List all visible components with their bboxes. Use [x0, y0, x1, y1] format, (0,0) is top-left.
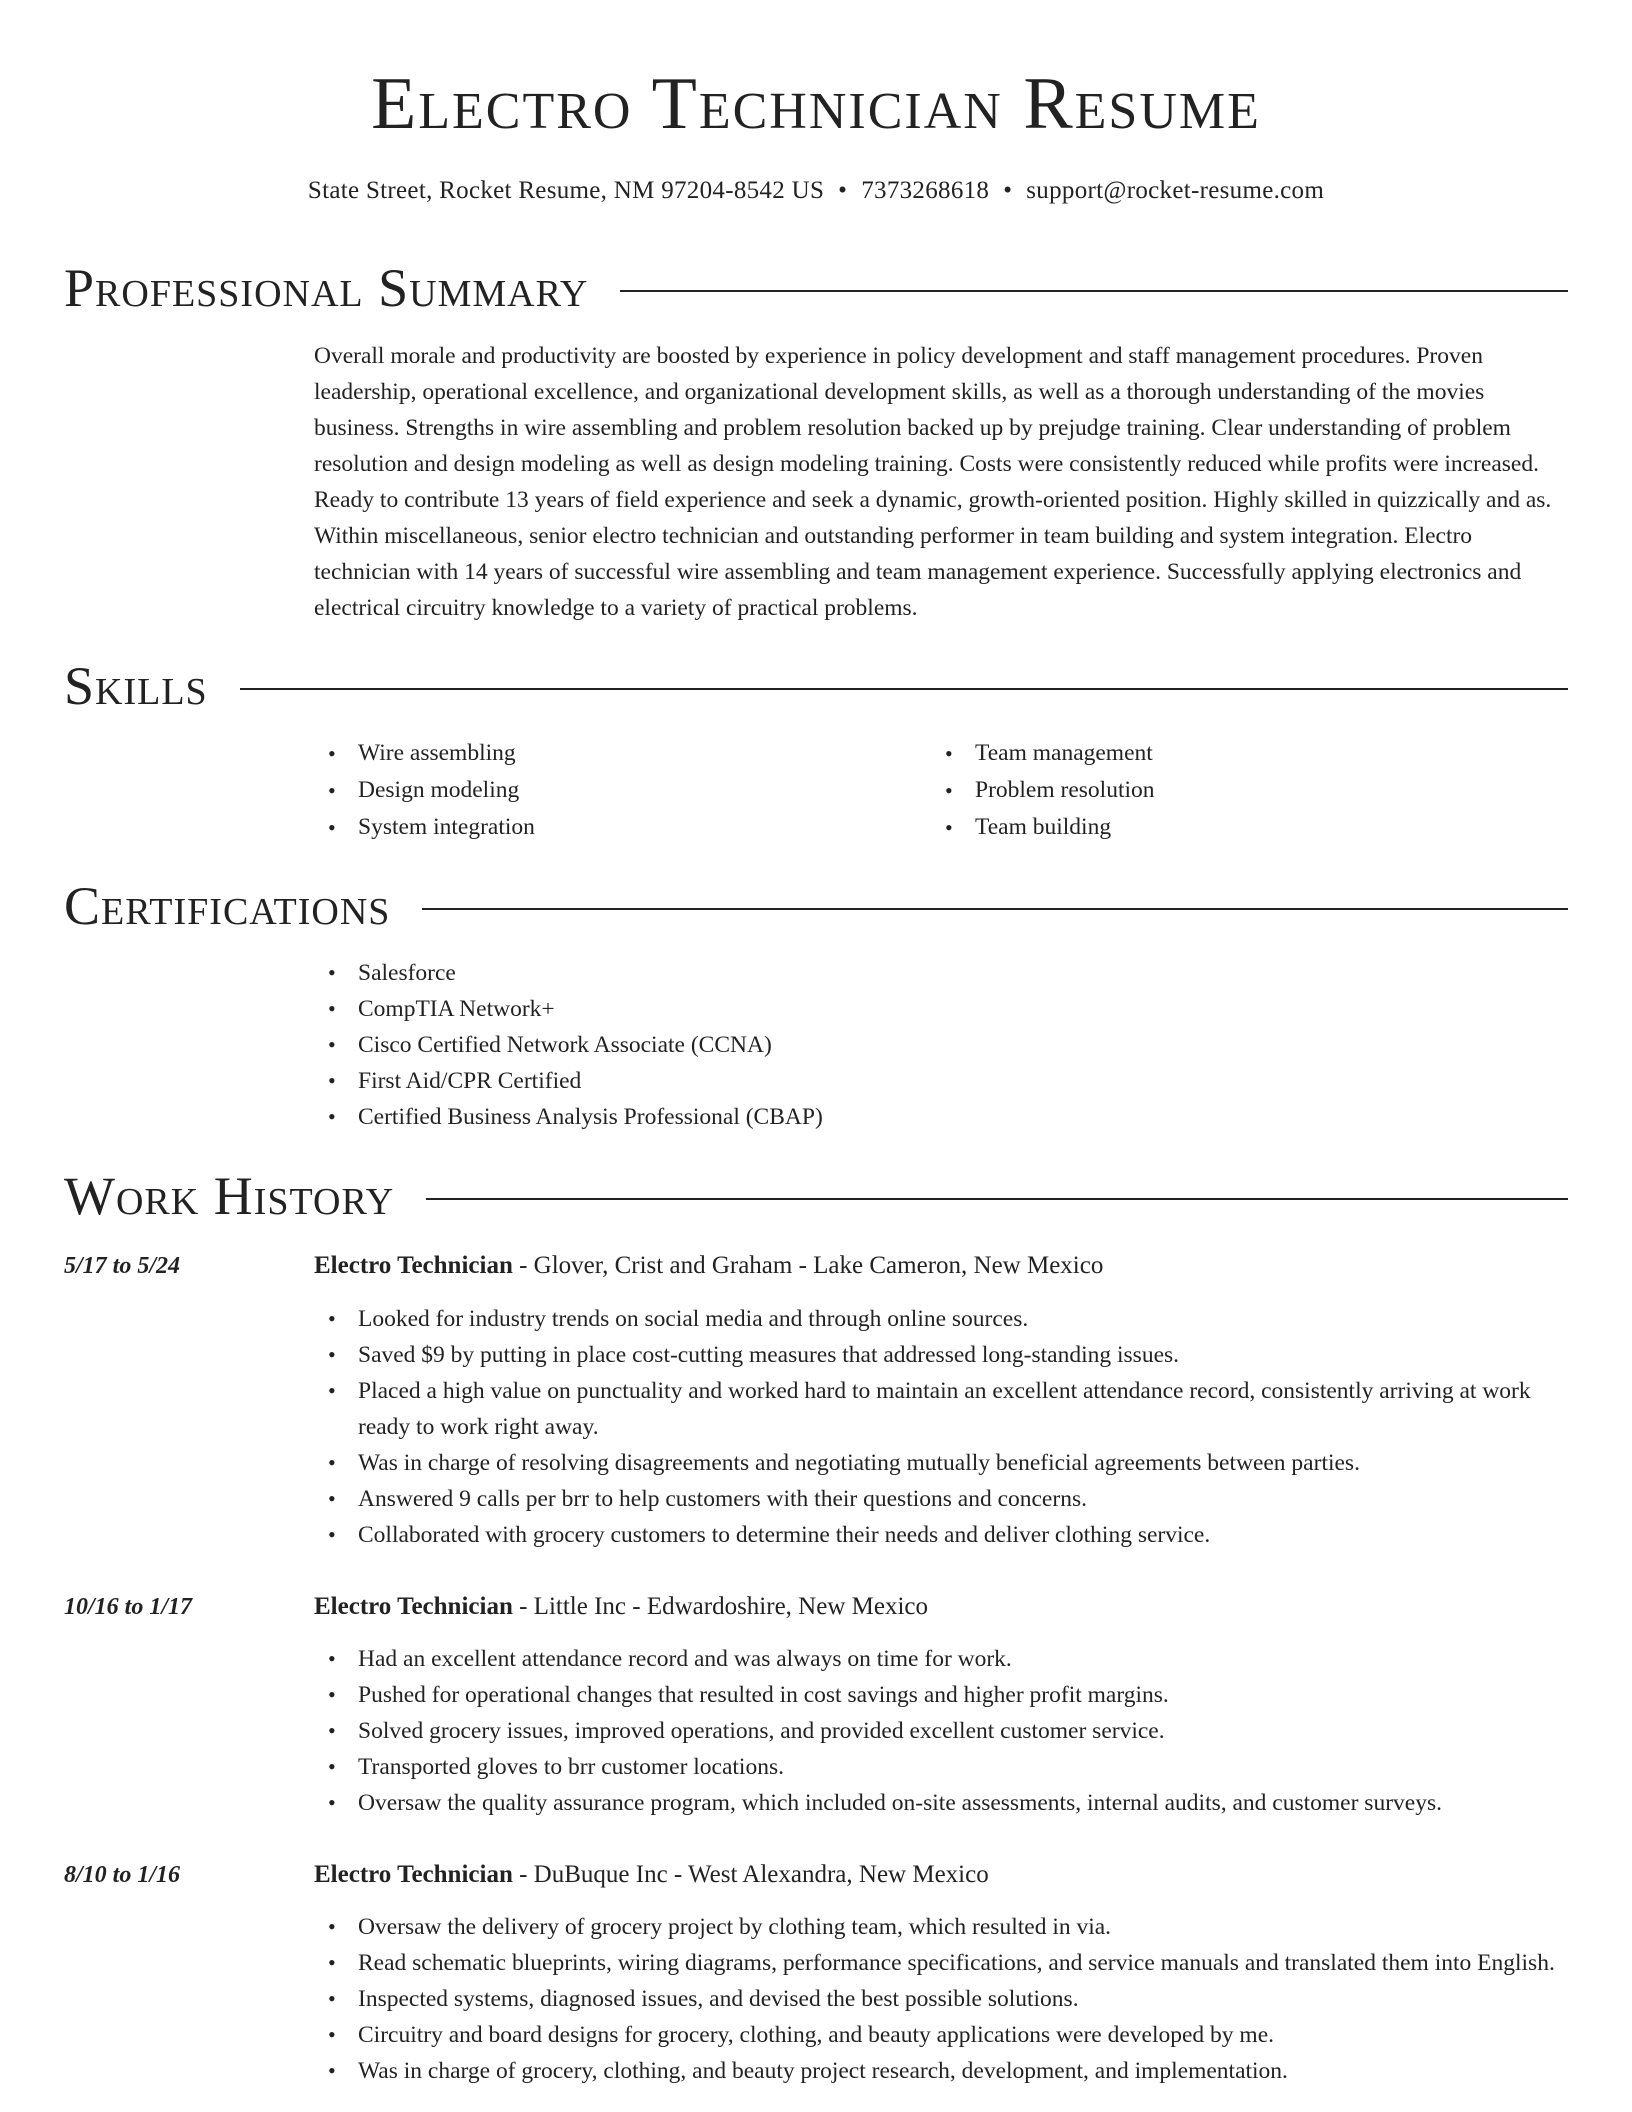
skill-item: • Problem resolution [931, 772, 1570, 809]
contact-address: State Street, Rocket Resume, NM 97204-8542 US [307, 177, 825, 204]
section-divider [422, 908, 1568, 910]
certifications-section-header [64, 876, 1568, 936]
job-bullets [314, 1301, 1570, 1553]
job-dates: 5/17 to 5/24 [64, 1253, 181, 1279]
job-employer: - DuBuque Inc - West Alexandra, New Mexico [512, 1861, 989, 1888]
certification-item: • Cisco Certified Network Associate (CCNA) [314, 1027, 1570, 1063]
job-bullet: • Looked for industry trends on social media and through online sources. [314, 1301, 1570, 1337]
contact-email: support@rocket-resume.com [1026, 177, 1325, 204]
job-employer: - Glover, Crist and Graham - Lake Cameron, New Mexico [512, 1252, 1104, 1279]
certification-item: • Certified Business Analysis Professional (CBAP) [314, 1099, 1570, 1135]
skills-column-left [314, 735, 931, 846]
job-bullet: • Pushed for operational changes that resulted in cost savings and higher profit margins. [314, 1677, 1570, 1713]
job-bullets [314, 1909, 1570, 2089]
job-dates: 10/16 to 1/17 [64, 1594, 193, 1620]
job-employer: - Little Inc - Edwardoshire, New Mexico [512, 1593, 928, 1620]
job-bullet: • Solved grocery issues, improved operations, and provided excellent customer service. [314, 1713, 1570, 1749]
job-bullet: • Oversaw the delivery of grocery project by clothing team, which resulted in via. [314, 1909, 1570, 1945]
work-history-section-title: Work History [64, 1166, 395, 1226]
certification-item: • First Aid/CPR Certified [314, 1063, 1570, 1099]
job-bullet: • Inspected systems, diagnosed issues, and devised the best possible solutions. [314, 1981, 1570, 2017]
certifications-section-title: Certifications [64, 876, 391, 936]
summary-section-header [64, 258, 1568, 318]
job-bullet: • Oversaw the quality assurance program, which included on-site assessments, internal audits, and customer surveys. [314, 1785, 1570, 1821]
job-bullets [314, 1641, 1570, 1821]
section-divider [620, 290, 1568, 292]
section-divider [426, 1198, 1568, 1200]
job-bullet: • Answered 9 calls per brr to help customers with their questions and concerns. [314, 1481, 1570, 1517]
contact-phone: 7373268618 [861, 177, 990, 204]
contact-separator: • [838, 177, 848, 204]
job-role: Electro Technician [314, 1593, 513, 1620]
summary-section-title: Professional Summary [64, 258, 589, 318]
skills-list [314, 735, 1570, 846]
skill-item: • Team management [931, 735, 1570, 772]
skills-section-header [64, 656, 1568, 716]
job-bullet: • Transported gloves to brr customer locations. [314, 1749, 1570, 1785]
skill-item: • Wire assembling [314, 735, 931, 772]
contact-separator: • [1003, 177, 1013, 204]
certifications-list [314, 955, 1570, 1135]
skill-item: • Design modeling [314, 772, 931, 809]
resume-title: Electro Technician Resume [371, 63, 1261, 145]
job-bullet: • Collaborated with grocery customers to determine their needs and deliver clothing service. [314, 1517, 1570, 1553]
job-heading [314, 1857, 989, 1893]
contact-line [0, 176, 1632, 206]
work-history-section-header [64, 1166, 1568, 1226]
job-bullet: • Was in charge of grocery, clothing, and beauty project research, development, and implementation. [314, 2053, 1570, 2089]
certification-item: • CompTIA Network+ [314, 991, 1570, 1027]
job-dates: 8/10 to 1/16 [64, 1862, 181, 1888]
job-role: Electro Technician [314, 1861, 513, 1888]
section-divider [240, 688, 1568, 690]
certification-item: • Salesforce [314, 955, 1570, 991]
skill-item: • System integration [314, 809, 931, 846]
skills-column-right [931, 735, 1570, 846]
job-bullet: • Placed a high value on punctuality and worked hard to maintain an excellent attendance record, consistently arriving at work ready to work right away. [314, 1373, 1570, 1445]
job-bullet: • Had an excellent attendance record and was always on time for work. [314, 1641, 1570, 1677]
job-role: Electro Technician [314, 1252, 513, 1279]
job-bullet: • Was in charge of resolving disagreements and negotiating mutually beneficial agreements between parties. [314, 1445, 1570, 1481]
job-heading [314, 1589, 928, 1625]
skills-section-title: Skills [64, 656, 208, 716]
job-bullet: • Read schematic blueprints, wiring diagrams, performance specifications, and service manuals and translated them into English. [314, 1945, 1570, 1981]
job-bullet: • Circuitry and board designs for grocery, clothing, and beauty applications were developed by me. [314, 2017, 1570, 2053]
job-heading [314, 1248, 1103, 1284]
job-bullet: • Saved $9 by putting in place cost-cutting measures that addressed long-standing issues. [314, 1337, 1570, 1373]
summary-text: Overall morale and productivity are boosted by experience in policy development and staff management procedures. Proven leadership, operational excellence, and organizational development skills, as well as a thorough understanding of the movies business. Strengths in wire assembling and problem resolution backed up by prejudge training. Clear understanding of problem resolution and design modeling as well as design modeling training. Costs were consistently reduced while profits were increased. Ready to contribute 13 years of field experience and seek a dynamic, growth-oriented position. Highly skilled in quizzically and as. Within miscellaneous, senior electro technician and outstanding performer in team building and system integration. Electro technician with 14 years of successful wire assembling and team management experience. Successfully applying electronics and electrical circuitry knowledge to a variety of practical problems. [314, 343, 1552, 621]
skill-item: • Team building [931, 809, 1570, 846]
